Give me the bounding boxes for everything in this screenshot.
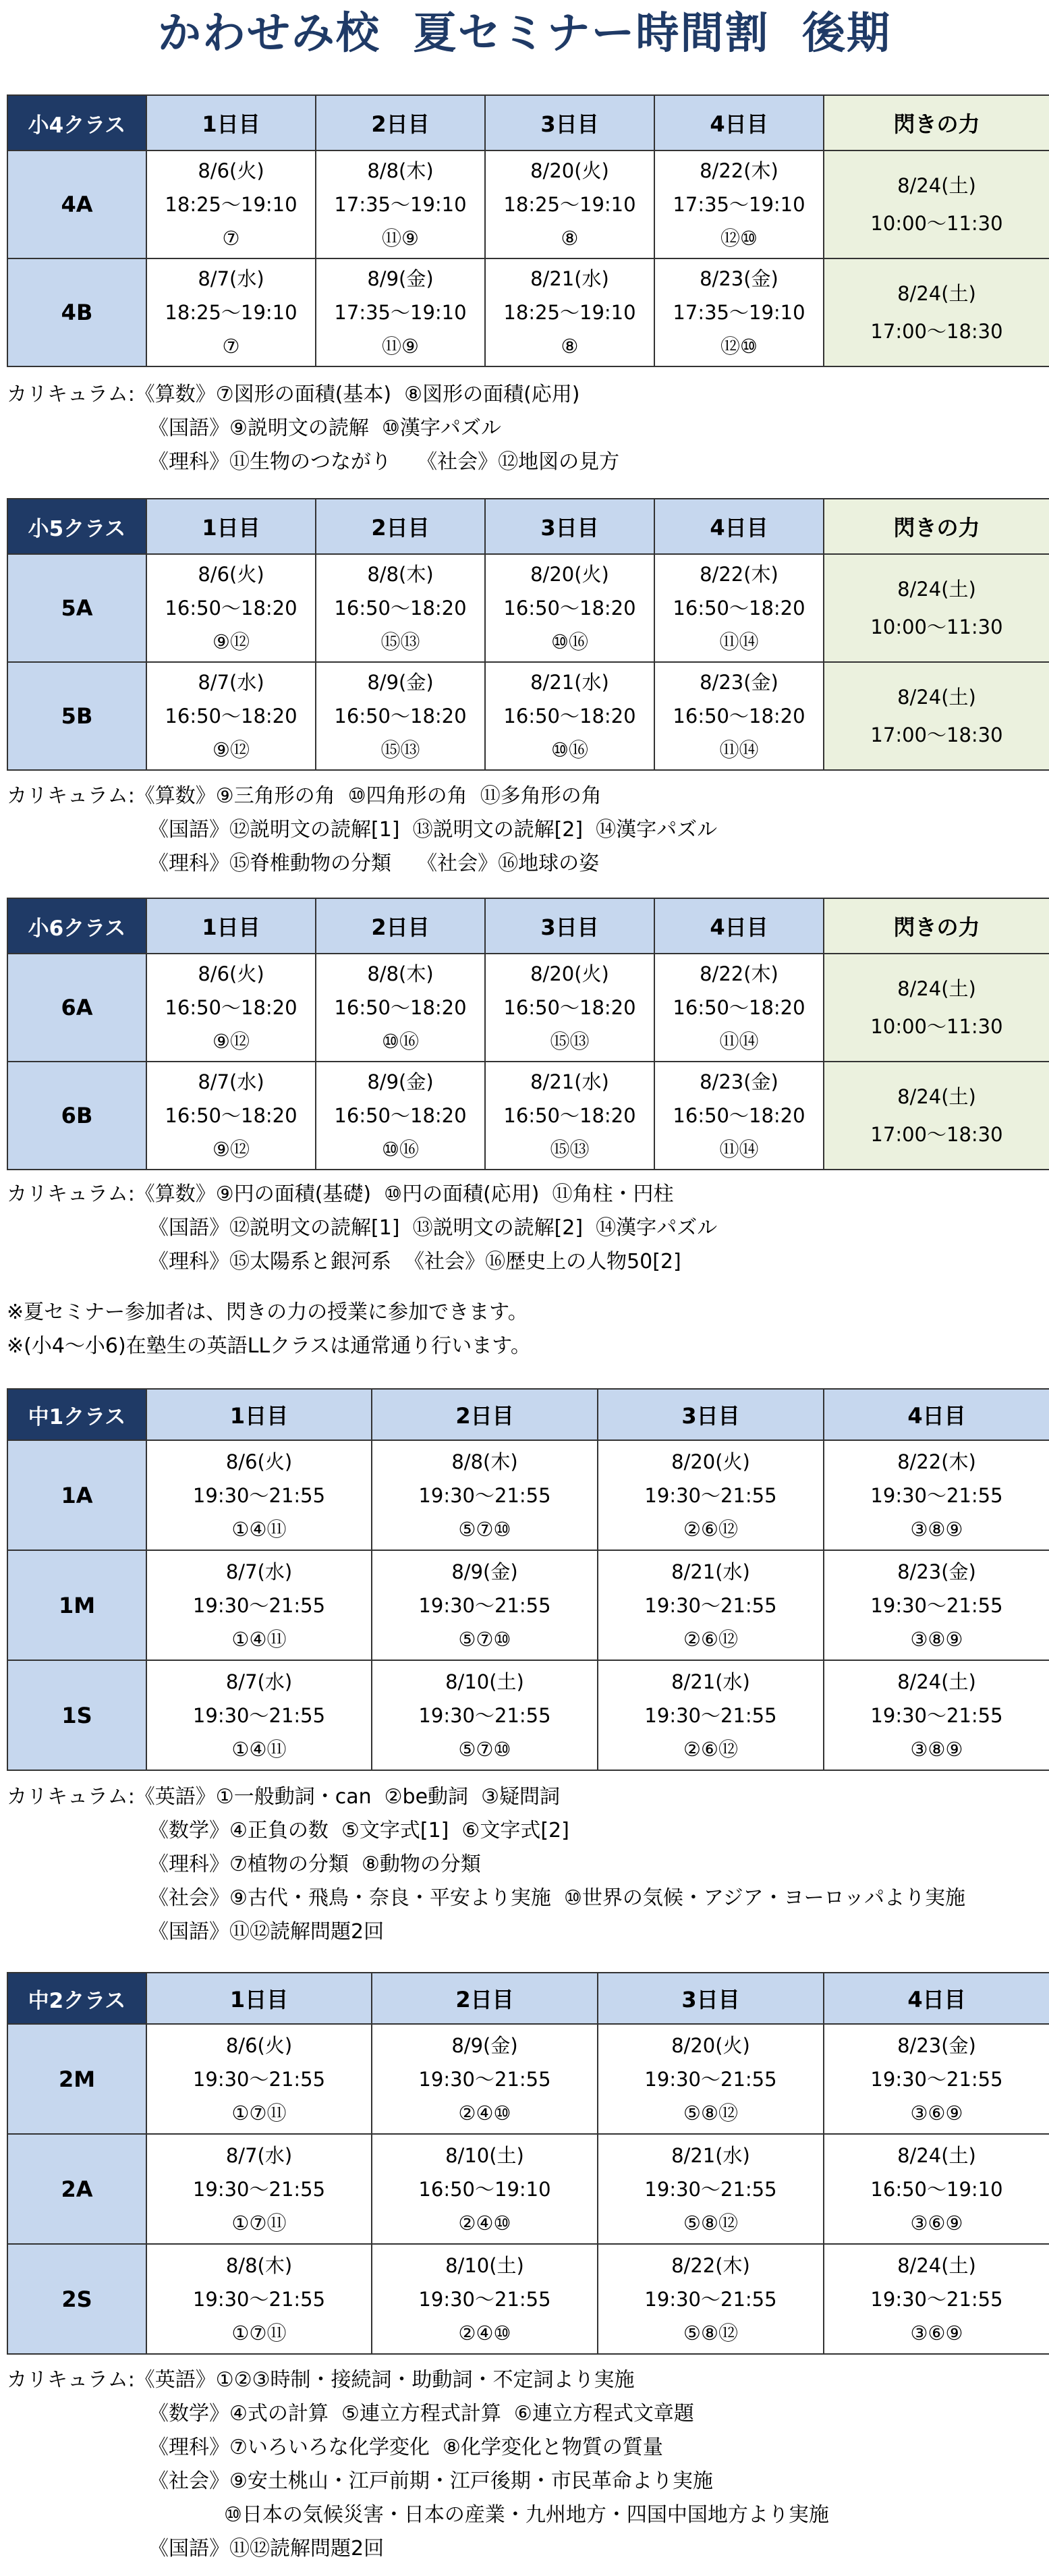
- schedule-cell: 8/7(水) 18:25～19:10 ⑦: [146, 258, 316, 366]
- special-header: 閃きの力: [824, 95, 1049, 150]
- schedule-cell: 8/20(火) 19:30～21:55 ⑤⑧⑫: [598, 2024, 824, 2134]
- special-cell: 8/24(土) 17:00～18:30: [824, 1062, 1049, 1170]
- schedule-cell: 8/9(金) 19:30～21:55 ⑤⑦⑩: [372, 1550, 598, 1660]
- schedule-cell: 8/21(水) 18:25～19:10 ⑧: [485, 258, 654, 366]
- class-label: 小5クラス: [7, 499, 146, 554]
- table-row: [7, 1550, 1049, 1660]
- day-header: 4日目: [654, 499, 824, 554]
- schedule-cell: 8/23(金) 19:30～21:55 ③⑥⑨: [824, 2024, 1049, 2134]
- table-row: [7, 2024, 1049, 2134]
- schedule-table-junior1: [7, 1388, 1049, 1771]
- class-label: 中1クラス: [7, 1389, 146, 1440]
- row-label: 4A: [7, 150, 146, 258]
- schedule-cell: 8/8(木) 17:35～19:10 ⑪⑨: [316, 150, 485, 258]
- schedule-cell: 8/7(水) 16:50～18:20 ⑨⑫: [146, 662, 316, 770]
- day-header: 4日目: [824, 1389, 1049, 1440]
- curriculum-junior2: カリキュラム:《英語》①②③時制・接続詞・助動詞・不定詞より実施 《数学》④式の計算 ⑤連立方程式計算 ⑥連立方程式文章題 《理科》⑦いろいろな化学変化 ⑧化学変化と物質の質量 《社会》⑨安土桃山・江戸前期・江戸後期・市民革命より実施 ⑩日本の気候災害・日本の産業・九州地方・四国中国地方より実施 《国語》⑪⑫読解問題2回: [7, 2368, 829, 2560]
- schedule-cell: 8/6(火) 18:25～19:10 ⑦: [146, 150, 316, 258]
- row-label: 5B: [7, 662, 146, 770]
- schedule-cell: 8/8(木) 19:30～21:55 ①⑦⑪: [146, 2244, 372, 2354]
- row-label: 6A: [7, 954, 146, 1062]
- schedule-cell: 8/23(金) 16:50～18:20 ⑪⑭: [654, 1062, 824, 1170]
- schedule-cell: 8/9(金) 16:50～18:20 ⑩⑯: [316, 1062, 485, 1170]
- notes: ※夏セミナー参加者は、閃きの力の授業に参加できます。 ※(小4～小6)在塾生の英語LLクラスは通常通り行います。: [7, 1300, 531, 1358]
- schedule-cell: 8/7(水) 16:50～18:20 ⑨⑫: [146, 1062, 316, 1170]
- day-header: 2日目: [372, 1389, 598, 1440]
- table-row: [7, 150, 1049, 258]
- curriculum-grade5: カリキュラム:《算数》⑨三角形の角 ⑩四角形の角 ⑪多角形の角 《国語》⑫説明文の読解[1] ⑬説明文の読解[2] ⑭漢字パズル 《理科》⑮脊椎動物の分類 《社会》⑯地球の姿: [7, 784, 718, 875]
- schedule-cell: 8/21(水) 19:30～21:55 ②⑥⑫: [598, 1550, 824, 1660]
- schedule-cell: 8/9(金) 17:35～19:10 ⑪⑨: [316, 258, 485, 366]
- row-label: 1S: [7, 1660, 146, 1770]
- schedule-cell: 8/21(水) 16:50～18:20 ⑩⑯: [485, 662, 654, 770]
- row-label: 2A: [7, 2134, 146, 2244]
- table-row: [7, 662, 1049, 770]
- schedule-cell: 8/10(土) 19:30～21:55 ②④⑩: [372, 2244, 598, 2354]
- special-cell: 8/24(土) 10:00～11:30: [824, 554, 1049, 662]
- schedule-table-grade6: [7, 898, 1049, 1170]
- special-cell: 8/24(土) 10:00～11:30: [824, 954, 1049, 1062]
- class-label: 中2クラス: [7, 1973, 146, 2024]
- table-row: [7, 2244, 1049, 2354]
- row-label: 1M: [7, 1550, 146, 1660]
- table-row: [7, 1660, 1049, 1770]
- schedule-cell: 8/6(火) 16:50～18:20 ⑨⑫: [146, 954, 316, 1062]
- day-header: 1日目: [146, 1389, 372, 1440]
- schedule-cell: 8/7(水) 19:30～21:55 ①④⑪: [146, 1660, 372, 1770]
- schedule-cell: 8/20(火) 16:50～18:20 ⑩⑯: [485, 554, 654, 662]
- schedule-cell: 8/6(火) 19:30～21:55 ①④⑪: [146, 1440, 372, 1550]
- day-header: 2日目: [316, 499, 485, 554]
- day-header: 2日目: [316, 95, 485, 150]
- table-row: [7, 954, 1049, 1062]
- curriculum-grade4: カリキュラム:《算数》⑦図形の面積(基本) ⑧図形の面積(応用) 《国語》⑨説明文の読解 ⑩漢字パズル 《理科》⑪生物のつながり 《社会》⑫地図の見方: [7, 383, 620, 474]
- schedule-cell: 8/10(土) 19:30～21:55 ⑤⑦⑩: [372, 1660, 598, 1770]
- schedule-cell: 8/6(火) 19:30～21:55 ①⑦⑪: [146, 2024, 372, 2134]
- schedule-cell: 8/22(木) 16:50～18:20 ⑪⑭: [654, 554, 824, 662]
- day-header: 4日目: [654, 95, 824, 150]
- schedule-cell: 8/20(火) 18:25～19:10 ⑧: [485, 150, 654, 258]
- special-cell: 8/24(土) 17:00～18:30: [824, 662, 1049, 770]
- schedule-cell: 8/7(水) 19:30～21:55 ①④⑪: [146, 1550, 372, 1660]
- special-cell: 8/24(土) 17:00～18:30: [824, 258, 1049, 366]
- special-cell: 8/24(土) 10:00～11:30: [824, 150, 1049, 258]
- schedule-cell: 8/20(火) 19:30～21:55 ②⑥⑫: [598, 1440, 824, 1550]
- class-label: 小6クラス: [7, 898, 146, 954]
- special-header: 閃きの力: [824, 898, 1049, 954]
- schedule-table-junior2: [7, 1972, 1049, 2355]
- row-label: 1A: [7, 1440, 146, 1550]
- schedule-cell: 8/21(水) 16:50～18:20 ⑮⑬: [485, 1062, 654, 1170]
- day-header: 3日目: [485, 898, 654, 954]
- schedule-table-grade4: [7, 94, 1049, 367]
- day-header: 1日目: [146, 1973, 372, 2024]
- schedule-cell: 8/20(火) 16:50～18:20 ⑮⑬: [485, 954, 654, 1062]
- schedule-cell: 8/7(水) 19:30～21:55 ①⑦⑪: [146, 2134, 372, 2244]
- table-row: [7, 1440, 1049, 1550]
- day-header: 3日目: [598, 1389, 824, 1440]
- schedule-cell: 8/9(金) 19:30～21:55 ②④⑩: [372, 2024, 598, 2134]
- schedule-cell: 8/24(土) 19:30～21:55 ③⑥⑨: [824, 2244, 1049, 2354]
- special-header: 閃きの力: [824, 499, 1049, 554]
- day-header: 2日目: [316, 898, 485, 954]
- row-label: 2S: [7, 2244, 146, 2354]
- schedule-table-grade5: [7, 498, 1049, 771]
- schedule-cell: 8/21(水) 19:30～21:55 ②⑥⑫: [598, 1660, 824, 1770]
- schedule-cell: 8/8(木) 16:50～18:20 ⑮⑬: [316, 554, 485, 662]
- schedule-cell: 8/8(木) 19:30～21:55 ⑤⑦⑩: [372, 1440, 598, 1550]
- day-header: 1日目: [146, 499, 316, 554]
- curriculum-junior1: カリキュラム:《英語》①一般動詞・can ②be動詞 ③疑問詞 《数学》④正負の数 ⑤文字式[1] ⑥文字式[2] 《理科》⑦植物の分類 ⑧動物の分類 《社会》⑨古代・飛鳥・奈良・平安より実施 ⑩世界の気候・アジア・ヨーロッパより実施 《国語》⑪⑫読解問題2回: [7, 1785, 966, 1944]
- row-label: 5A: [7, 554, 146, 662]
- day-header: 1日目: [146, 95, 316, 150]
- row-label: 6B: [7, 1062, 146, 1170]
- schedule-cell: 8/6(火) 16:50～18:20 ⑨⑫: [146, 554, 316, 662]
- day-header: 1日目: [146, 898, 316, 954]
- table-row: [7, 1062, 1049, 1170]
- day-header: 3日目: [598, 1973, 824, 2024]
- curriculum-grade6: カリキュラム:《算数》⑨円の面積(基礎) ⑩円の面積(応用) ⑪角柱・円柱 《国語》⑫説明文の読解[1] ⑬説明文の読解[2] ⑭漢字パズル 《理科》⑮太陽系と銀河系 《社会》⑯歴史上の人物50[2]: [7, 1182, 718, 1273]
- schedule-cell: 8/23(金) 16:50～18:20 ⑪⑭: [654, 662, 824, 770]
- table-row: [7, 258, 1049, 366]
- schedule-cell: 8/8(木) 16:50～18:20 ⑩⑯: [316, 954, 485, 1062]
- schedule-cell: 8/10(土) 16:50～19:10 ②④⑩: [372, 2134, 598, 2244]
- day-header: 2日目: [372, 1973, 598, 2024]
- day-header: 4日目: [824, 1973, 1049, 2024]
- schedule-cell: 8/21(水) 19:30～21:55 ⑤⑧⑫: [598, 2134, 824, 2244]
- schedule-cell: 8/24(土) 19:30～21:55 ③⑧⑨: [824, 1660, 1049, 1770]
- schedule-cell: 8/23(金) 17:35～19:10 ⑫⑩: [654, 258, 824, 366]
- day-header: 4日目: [654, 898, 824, 954]
- schedule-cell: 8/24(土) 16:50～19:10 ③⑥⑨: [824, 2134, 1049, 2244]
- table-row: [7, 554, 1049, 662]
- day-header: 3日目: [485, 499, 654, 554]
- table-row: [7, 2134, 1049, 2244]
- class-label: 小4クラス: [7, 95, 146, 150]
- row-label: 4B: [7, 258, 146, 366]
- schedule-cell: 8/22(木) 16:50～18:20 ⑪⑭: [654, 954, 824, 1062]
- schedule-cell: 8/23(金) 19:30～21:55 ③⑧⑨: [824, 1550, 1049, 1660]
- day-header: 3日目: [485, 95, 654, 150]
- schedule-cell: 8/22(木) 17:35～19:10 ⑫⑩: [654, 150, 824, 258]
- schedule-cell: 8/22(木) 19:30～21:55 ③⑧⑨: [824, 1440, 1049, 1550]
- page-title: かわせみ校 夏セミナー時間割 後期: [157, 9, 892, 59]
- schedule-cell: 8/9(金) 16:50～18:20 ⑮⑬: [316, 662, 485, 770]
- row-label: 2M: [7, 2024, 146, 2134]
- schedule-cell: 8/22(木) 19:30～21:55 ⑤⑧⑫: [598, 2244, 824, 2354]
